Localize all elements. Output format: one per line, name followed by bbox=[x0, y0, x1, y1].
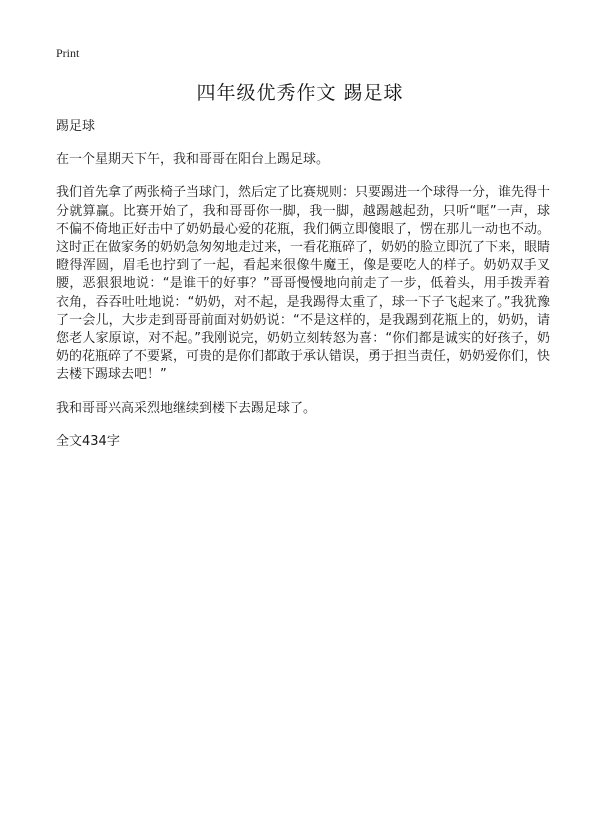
paragraph-3: 我和哥哥兴高采烈地继续到楼下去踢足球了。 bbox=[56, 400, 317, 416]
page-title: 四年级优秀作文 踢足球 bbox=[196, 82, 404, 104]
article-subtitle: 踢足球 bbox=[56, 119, 96, 134]
paragraph-1: 在一个星期天下午，我和哥哥在阳台上踢足球。 bbox=[56, 152, 330, 168]
word-count: 全文434字 bbox=[56, 433, 120, 449]
paragraph-2: 我们首先拿了两张椅子当球门，然后定了比赛规则：只要踢进一个球得一分，谁先得十分就算赢。比赛开始了，我和哥哥你一脚，我一脚，越踢越起劲，只听“哐”一声，球不偏不倚地正好击中了奶奶最心爱的花瓶，我们俩立即傻眼了，愣在那儿一动也不动。这时正在做家务的奶奶急匆匆地走过来，一看花瓶碎了，奶奶的脸立即沉了下来，眼睛瞪得浑圆，眉毛也拧到了一起，看起来很像牛魔王，像是要吃人的样子。奶奶双手叉腰，恶狠狠地说：“是谁干的好事？”哥哥慢慢地向前走了一步，低着头，用手拨弄着衣角，吞吞吐吐地说：“奶奶，对不起，是我踢得太重了，球一下子飞起来了。”我犹豫了一会儿，大步走到哥哥前面对奶奶说：“不是这样的，是我踢到花瓶上的，奶奶，请您老人家原谅，对不起。”我刚说完，奶奶立刻转怒为喜：“你们都是诚实的好孩子，奶奶的花瓶碎了不要紧，可贵的是你们都敢于承认错误，勇于担当责任，奶奶爱你们，快去楼下踢球去吧！” bbox=[56, 185, 551, 383]
article-body bbox=[56, 118, 550, 466]
print-link[interactable]: Print bbox=[56, 46, 80, 60]
